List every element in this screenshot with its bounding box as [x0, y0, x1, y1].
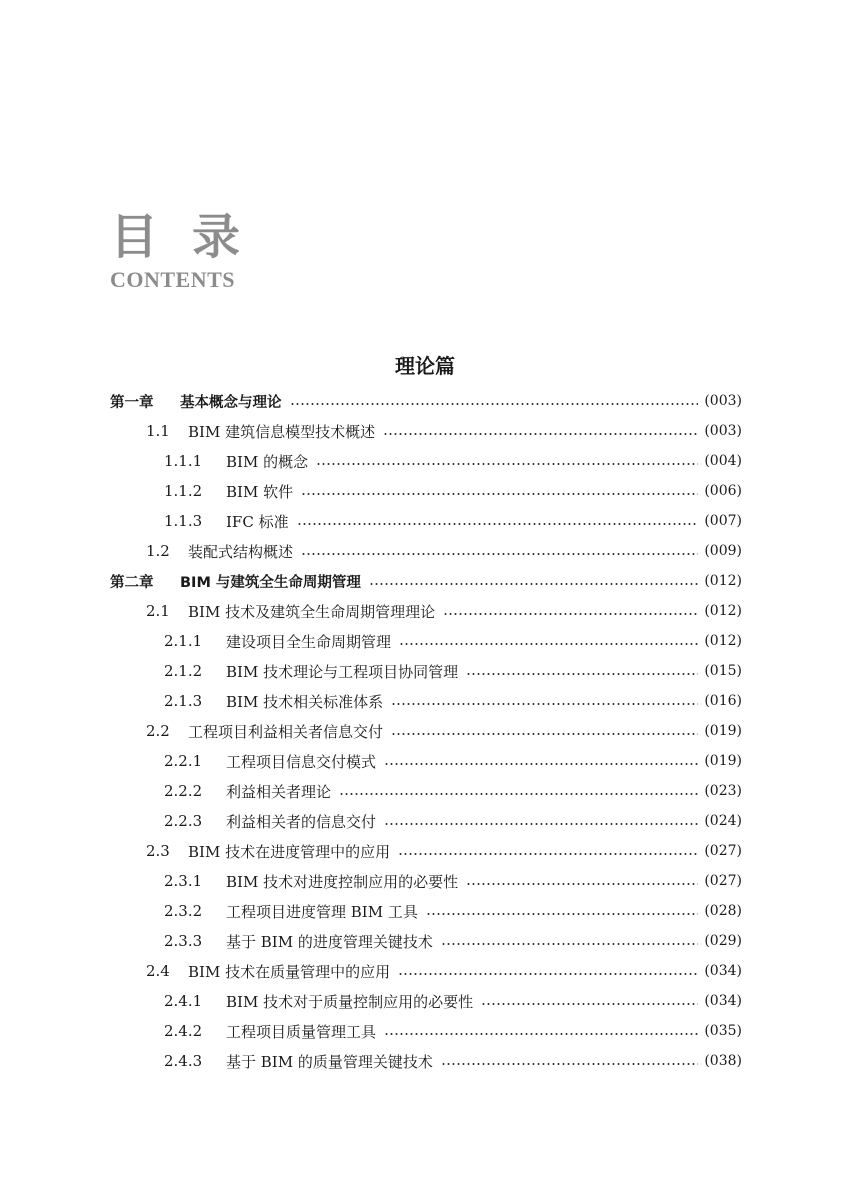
toc-entry-page: (003) — [704, 423, 742, 439]
toc-entry-number: 2.4 — [146, 962, 170, 980]
toc-entry-title: 工程项目利益相关者信息交付 — [188, 722, 384, 741]
toc-entry-number: 第二章 — [110, 574, 154, 591]
table-of-contents — [110, 386, 742, 1076]
toc-entry-page: (003) — [704, 393, 742, 409]
toc-entry[interactable] — [110, 1046, 742, 1076]
toc-dot-leader — [426, 913, 698, 915]
toc-entry-page: (027) — [704, 873, 742, 889]
toc-entry[interactable] — [110, 836, 742, 866]
toc-entry-title: BIM 技术对于质量控制应用的必要性 — [226, 992, 474, 1011]
toc-entry-number: 2.1.3 — [164, 692, 203, 710]
toc-dot-leader — [443, 613, 698, 615]
toc-entry[interactable] — [110, 926, 742, 956]
toc-dot-leader — [384, 763, 698, 765]
toc-entry-page: (007) — [704, 513, 742, 529]
toc-entry[interactable] — [110, 866, 742, 896]
toc-entry[interactable] — [110, 626, 742, 656]
toc-entry-number: 2.1.2 — [164, 662, 203, 680]
toc-entry[interactable] — [110, 806, 742, 836]
toc-entry-title: BIM 建筑信息模型技术概述 — [188, 422, 376, 441]
toc-entry-number: 2.3.3 — [164, 932, 203, 950]
toc-entry[interactable] — [110, 536, 742, 566]
toc-entry[interactable] — [110, 956, 742, 986]
toc-entry-number: 1.1.2 — [164, 482, 203, 500]
toc-entry-number: 2.4.1 — [164, 992, 203, 1010]
toc-entry-page: (035) — [704, 1023, 742, 1039]
toc-dot-leader — [301, 553, 698, 555]
toc-entry-title: 建设项目全生命周期管理 — [226, 632, 392, 651]
toc-entry-title: 基于 BIM 的质量管理关键技术 — [226, 1052, 433, 1071]
toc-entry-number: 2.4.2 — [164, 1022, 203, 1040]
toc-entry-number: 1.2 — [146, 542, 170, 560]
toc-entry[interactable] — [110, 1016, 742, 1046]
toc-entry-page: (034) — [704, 993, 742, 1009]
toc-entry-title: BIM 技术在进度管理中的应用 — [188, 842, 391, 861]
toc-entry-page: (028) — [704, 903, 742, 919]
toc-entry-title: 工程项目质量管理工具 — [226, 1022, 377, 1041]
toc-dot-leader — [398, 853, 698, 855]
toc-entry[interactable] — [110, 896, 742, 926]
toc-entry[interactable] — [110, 776, 742, 806]
toc-entry[interactable] — [110, 506, 742, 536]
toc-entry-title: BIM 软件 — [226, 482, 294, 501]
toc-entry-number: 2.3.1 — [164, 872, 203, 890]
toc-entry-page: (034) — [704, 963, 742, 979]
toc-entry[interactable] — [110, 746, 742, 776]
toc-entry[interactable] — [110, 386, 742, 416]
toc-entry-title: BIM 技术在质量管理中的应用 — [188, 962, 391, 981]
toc-entry-title: IFC 标准 — [226, 512, 289, 531]
toc-entry-title: BIM 的概念 — [226, 452, 309, 471]
toc-dot-leader — [384, 823, 698, 825]
toc-entry-number: 2.1 — [146, 602, 170, 620]
toc-dot-leader — [301, 493, 698, 495]
toc-entry-page: (012) — [704, 633, 742, 649]
toc-entry[interactable] — [110, 656, 742, 686]
toc-entry-number: 1.1 — [146, 422, 170, 440]
toc-entry-title: 装配式结构概述 — [188, 542, 294, 561]
toc-entry-number: 2.3 — [146, 842, 170, 860]
toc-entry-page: (027) — [704, 843, 742, 859]
toc-dot-leader — [441, 1063, 698, 1065]
toc-entry-page: (004) — [704, 453, 742, 469]
contents-header — [110, 208, 274, 293]
contents-title-chinese: 目录 — [110, 209, 275, 265]
toc-entry-number: 2.2.2 — [164, 782, 203, 800]
toc-dot-leader — [339, 793, 698, 795]
toc-entry-title: 工程项目信息交付模式 — [226, 752, 377, 771]
toc-entry-number: 2.2.1 — [164, 752, 203, 770]
toc-entry[interactable] — [110, 986, 742, 1016]
toc-dot-leader — [399, 643, 698, 645]
toc-dot-leader — [297, 523, 699, 525]
toc-entry-page: (012) — [704, 573, 742, 589]
toc-entry-page: (019) — [704, 723, 742, 739]
toc-entry-title: BIM 技术理论与工程项目协同管理 — [226, 662, 459, 681]
toc-entry[interactable] — [110, 686, 742, 716]
toc-entry-title: BIM 与建筑全生命周期管理 — [180, 574, 361, 591]
toc-dot-leader — [398, 973, 698, 975]
toc-entry-number: 2.1.1 — [164, 632, 203, 650]
toc-dot-leader — [384, 1033, 698, 1035]
toc-entry-number: 1.1.3 — [164, 512, 203, 530]
toc-dot-leader — [391, 703, 698, 705]
toc-entry-page: (016) — [704, 693, 742, 709]
toc-dot-leader — [391, 733, 698, 735]
toc-dot-leader — [369, 583, 698, 585]
toc-dot-leader — [466, 883, 698, 885]
part-title: 理论篇 — [395, 354, 455, 378]
toc-entry-number: 1.1.1 — [164, 452, 203, 470]
toc-entry-page: (006) — [704, 483, 742, 499]
toc-entry[interactable] — [110, 566, 742, 596]
toc-entry-page: (015) — [704, 663, 742, 679]
toc-dot-leader — [466, 673, 698, 675]
toc-dot-leader — [481, 1003, 698, 1005]
toc-entry-page: (019) — [704, 753, 742, 769]
toc-entry[interactable] — [110, 476, 742, 506]
toc-entry-title: 工程项目进度管理 BIM 工具 — [226, 902, 418, 921]
toc-entry[interactable] — [110, 446, 742, 476]
toc-dot-leader — [290, 403, 699, 405]
toc-dot-leader — [383, 433, 698, 435]
toc-entry-page: (023) — [704, 783, 742, 799]
toc-entry-number: 2.2.3 — [164, 812, 203, 830]
toc-entry-title: BIM 技术相关标准体系 — [226, 692, 384, 711]
contents-title-english: CONTENTS — [110, 267, 236, 292]
toc-entry-number: 2.3.2 — [164, 902, 203, 920]
toc-entry-page: (029) — [704, 933, 742, 949]
toc-entry-page: (012) — [704, 603, 742, 619]
toc-entry-number: 第一章 — [110, 394, 154, 411]
toc-entry-title: BIM 技术及建筑全生命周期管理理论 — [188, 602, 436, 621]
toc-entry-title: 基本概念与理论 — [180, 394, 282, 411]
toc-entry-page: (009) — [704, 543, 742, 559]
toc-entry-page: (038) — [704, 1053, 742, 1069]
toc-entry-title: 利益相关者理论 — [226, 782, 332, 801]
toc-entry-number: 2.2 — [146, 722, 170, 740]
toc-entry-title: 利益相关者的信息交付 — [226, 812, 377, 831]
toc-dot-leader — [441, 943, 698, 945]
toc-dot-leader — [316, 463, 698, 465]
toc-entry-title: BIM 技术对进度控制应用的必要性 — [226, 872, 459, 891]
toc-entry[interactable] — [110, 416, 742, 446]
toc-entry-number: 2.4.3 — [164, 1052, 203, 1070]
toc-entry-page: (024) — [704, 813, 742, 829]
toc-entry-title: 基于 BIM 的进度管理关键技术 — [226, 932, 433, 951]
toc-entry[interactable] — [110, 596, 742, 626]
toc-entry[interactable] — [110, 716, 742, 746]
